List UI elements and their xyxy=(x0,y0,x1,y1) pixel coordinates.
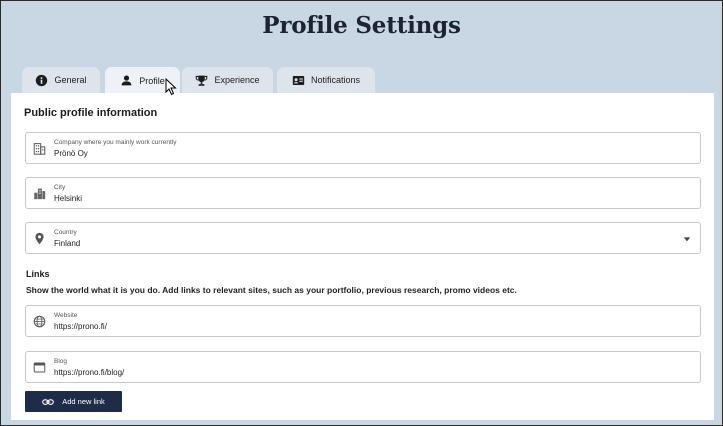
tab-experience[interactable] xyxy=(182,67,273,93)
website-field-label: Website xyxy=(54,312,78,319)
tab-general[interactable] xyxy=(22,67,100,93)
city-field-label: City xyxy=(54,184,66,191)
tab-notifications[interactable] xyxy=(277,67,375,93)
blog-field[interactable] xyxy=(25,351,701,383)
link-icon xyxy=(42,396,54,408)
tab-general-label: General xyxy=(54,75,87,85)
company-field-label: Company where you mainly work currently xyxy=(54,139,177,146)
tab-profile-label: Profile xyxy=(139,75,165,86)
city-icon xyxy=(33,187,46,200)
city-field-value: Helsinki xyxy=(54,194,83,203)
page-title: Profile Settings xyxy=(262,12,461,39)
browser-window-icon xyxy=(33,361,46,374)
location-pin-icon xyxy=(33,232,46,245)
blog-field-value: https://prono.fi/blog/ xyxy=(54,368,125,377)
dropdown-caret-icon[interactable] xyxy=(683,235,691,243)
section-title-links: Links xyxy=(26,269,50,279)
links-description: Show the world what it is you do. Add links to relevant sites, such as your portfolio, previous research, promo videos etc. xyxy=(26,285,517,295)
section-title-public-profile: Public profile information xyxy=(24,107,158,119)
profile-panel xyxy=(11,93,714,420)
add-new-link-button[interactable] xyxy=(25,391,122,412)
country-select-label: Country xyxy=(54,229,77,236)
company-field[interactable] xyxy=(25,132,701,164)
city-field[interactable] xyxy=(25,177,701,209)
info-icon xyxy=(35,74,48,87)
globe-icon xyxy=(33,315,46,328)
person-icon xyxy=(120,74,133,87)
country-select-value: Finland xyxy=(54,239,81,248)
country-select[interactable] xyxy=(25,222,701,254)
website-field[interactable] xyxy=(25,305,701,337)
mouse-cursor-icon xyxy=(165,78,177,96)
add-new-link-label: Add new link xyxy=(62,397,105,406)
tab-experience-label: Experience xyxy=(214,75,260,85)
trophy-icon xyxy=(195,74,208,87)
blog-field-label: Blog xyxy=(54,358,68,365)
id-card-icon xyxy=(292,74,305,87)
company-field-value: Prönö Oy xyxy=(54,149,88,158)
tab-notifications-label: Notifications xyxy=(310,75,361,85)
building-icon xyxy=(33,142,46,155)
website-field-value: https://prono.fi/ xyxy=(54,322,107,331)
